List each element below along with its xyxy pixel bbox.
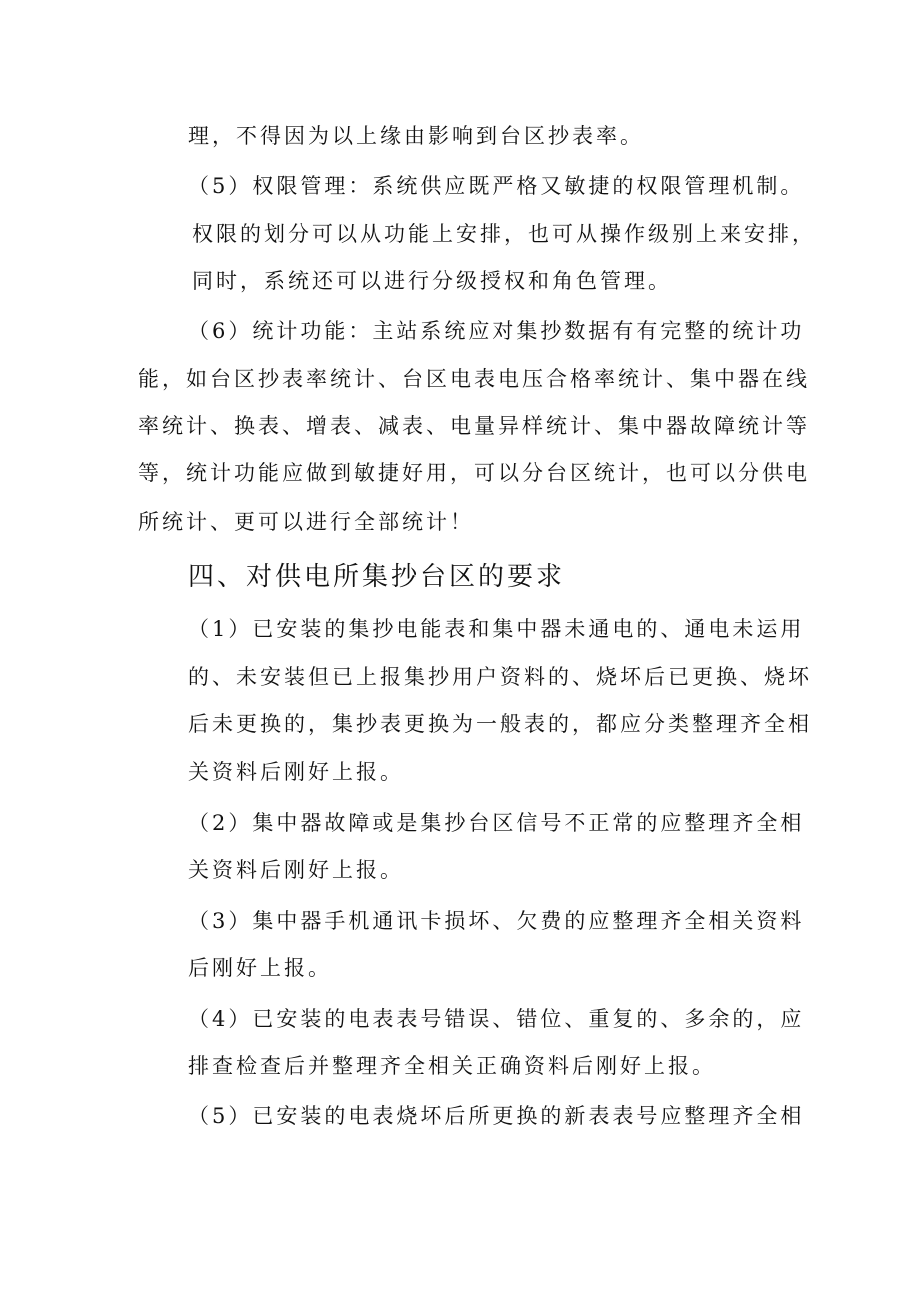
paragraph-line: （4）已安装的电表表号错误、错位、重复的、多余的，应 bbox=[188, 1007, 805, 1031]
paragraph-line: 所统计、更可以进行全部统计！ bbox=[138, 510, 474, 534]
paragraph-line: 后未更换的，集抄表更换为一般表的，都应分类整理齐全相 bbox=[188, 712, 812, 736]
paragraph-line: 等，统计功能应做到敏捷好用，可以分台区统计，也可以分供电 bbox=[138, 461, 810, 485]
paragraph-line: 同时，系统还可以进行分级授权和角色管理。 bbox=[192, 269, 672, 293]
paragraph-line: （6）统计功能：主站系统应对集抄数据有有完整的统计功 bbox=[188, 319, 805, 343]
paragraph-line: 权限的划分可以从功能上安排，也可从操作级别上来安排， bbox=[192, 222, 816, 246]
section-heading: 四、对供电所集抄台区的要求 bbox=[188, 562, 566, 592]
paragraph-line: （3）集中器手机通讯卡损坏、欠费的应整理齐全相关资料 bbox=[188, 909, 805, 933]
paragraph-line: 关资料后刚好上报。 bbox=[188, 858, 404, 882]
paragraph-line: （1）已安装的集抄电能表和集中器未通电的、通电未运用 bbox=[188, 617, 805, 641]
paragraph-line: 理，不得因为以上缘由影响到台区抄表率。 bbox=[188, 124, 644, 148]
paragraph-line: 能，如台区抄表率统计、台区电表电压合格率统计、集中器在线 bbox=[138, 367, 810, 391]
paragraph-line: 排查检查后并整理齐全相关正确资料后刚好上报。 bbox=[188, 1054, 716, 1078]
paragraph-line: （2）集中器故障或是集抄台区信号不正常的应整理齐全相 bbox=[188, 811, 805, 835]
paragraph-line: 率统计、换表、增表、减表、电量异样统计、集中器故障统计等 bbox=[138, 414, 810, 438]
paragraph-line: 关资料后刚好上报。 bbox=[188, 760, 404, 784]
paragraph-line: 后刚好上报。 bbox=[188, 956, 332, 980]
paragraph-line: 的、未安装但已上报集抄用户资料的、烧坏后已更换、烧坏 bbox=[188, 665, 812, 689]
paragraph-line: （5）已安装的电表烧坏后所更换的新表表号应整理齐全相 bbox=[188, 1104, 805, 1128]
paragraph-line: （5）权限管理：系统供应既严格又敏捷的权限管理机制。 bbox=[188, 174, 805, 198]
